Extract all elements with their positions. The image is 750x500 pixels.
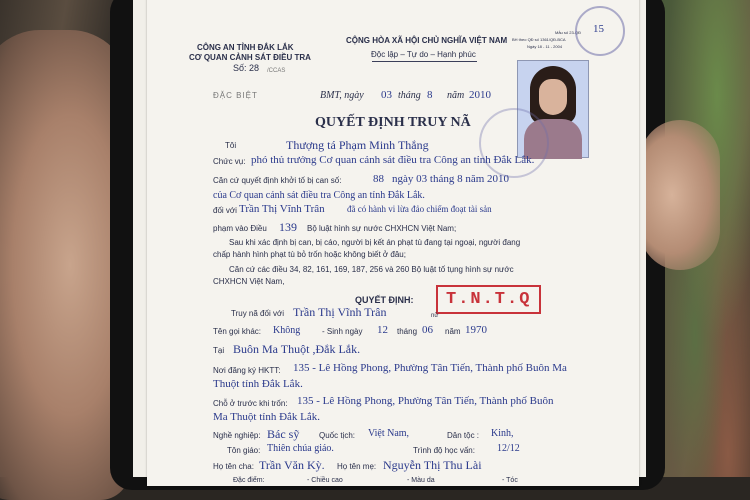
dob-month: 06 <box>422 324 433 336</box>
country-name: CỘNG HÒA XÃ HỘI CHỦ NGHĨA VIỆT NAM <box>346 36 508 45</box>
wanted-document <box>147 0 639 486</box>
motto-underline <box>372 61 477 62</box>
date-month-label: tháng <box>398 90 421 101</box>
seal-number: 15 <box>593 23 604 35</box>
former-label: Chỗ ở trước khi trốn: <box>213 399 288 408</box>
date-day: 03 <box>381 89 392 101</box>
dob-day: 12 <box>377 324 388 336</box>
residence-label: Nơi đăng ký HKTT: <box>213 366 281 375</box>
date-year: 2010 <box>469 89 491 101</box>
reason-line2: chấp hành hình phạt tù bỏ trốn hoặc không biết ở đâu; <box>213 250 406 259</box>
height-label: - Chiều cao <box>307 477 343 484</box>
doc-number: Số: 28 <box>233 63 260 73</box>
against-name: Trần Thị Vĩnh Trân <box>239 203 325 215</box>
mother-value: Nguyễn Thị Thu Lài <box>383 458 482 472</box>
officer-position: phó thủ trưởng Cơ quan cảnh sát điều tra Công an tỉnh Đắk Lắk. <box>251 154 535 166</box>
decision-heading: QUYẾT ĐỊNH: <box>355 295 414 305</box>
nationality-label: Quốc tịch: <box>319 431 356 440</box>
document-title: QUYẾT ĐỊNH TRUY NÃ <box>315 115 471 130</box>
features-label: Đặc điểm: <box>233 477 265 484</box>
education-label: Trình độ học vấn: <box>413 446 475 455</box>
secrecy-mark: ĐẶC BIỆT <box>213 91 258 100</box>
agency-line1: CÔNG AN TỈNH ĐẮK LẮK <box>197 43 294 52</box>
article-suffix: Bộ luật hình sự nước CHXHCN Việt Nam; <box>307 224 457 233</box>
tntq-stamp: T.N.T.Q <box>436 285 541 314</box>
dob-month-label: tháng <box>397 327 418 336</box>
basis-date: ngày 03 tháng 8 năm 2010 <box>392 173 510 185</box>
date-month: 8 <box>427 89 433 101</box>
thumb <box>640 120 720 270</box>
date-year-label: năm <box>447 90 465 101</box>
toi-label: Tôi <box>225 141 237 150</box>
birthplace: Buôn Ma Thuột ,Đắk Lắk. <box>233 342 361 356</box>
basis-label: Căn cứ quyết định khởi tố bị can số: <box>213 176 342 185</box>
nationality-value: Việt Nam, <box>368 428 410 439</box>
phone-screen <box>133 0 646 484</box>
former-line1: 135 - Lê Hồng Phong, Phường Tân Tiến, Thành phố Buôn <box>297 395 554 407</box>
form-code-line3: Ngày 18 - 11 - 2004 <box>527 44 563 49</box>
religion-value: Thiên chúa giáo. <box>267 443 334 454</box>
hair-label: - Tóc <box>502 477 518 484</box>
form-code-line2: BH theo QĐ số 1361/QĐ-BCA <box>512 37 566 42</box>
photo-seal <box>479 108 549 178</box>
motto: Độc lập – Tự do – Hạnh phúc <box>371 50 476 59</box>
job-value: Bác sỹ <box>267 427 300 441</box>
reason-line1: Sau khi xác định bị can, bị cáo, người bị kết án phạt tù đang tại ngoại, người đang <box>229 238 521 247</box>
dob-year-label: năm <box>445 327 461 336</box>
dob-year: 1970 <box>465 324 487 336</box>
father-value: Trần Văn Kỳ. <box>259 458 325 472</box>
alias-label: Tên gọi khác: <box>213 327 262 336</box>
position-label: Chức vụ: <box>213 157 246 166</box>
date-place: BMT, ngày <box>320 90 364 101</box>
form-code-line1: Mẫu số 23-QĐ <box>555 30 582 35</box>
dob-label: - Sinh ngày <box>322 327 363 336</box>
article-number: 139 <box>279 220 297 234</box>
alias-value: Không <box>273 325 301 336</box>
birthplace-label: Tại <box>213 346 225 355</box>
doc-number-suffix: /CCAS <box>267 68 286 74</box>
religion-label: Tôn giáo: <box>227 446 261 455</box>
former-line2: Ma Thuột tỉnh Đắk Lắk. <box>213 411 321 423</box>
law-line1: Căn cứ các điều 34, 82, 161, 169, 187, 256 và 260 Bộ luật tố tụng hình sự nước <box>229 265 514 274</box>
residence-line1: 135 - Lê Hồng Phong, Phường Tân Tiến, Thành phố Buôn Ma <box>293 362 567 374</box>
basis-agency: của Cơ quan cảnh sát điều tra Công an tỉnh Đắk Lắk. <box>213 190 425 201</box>
agency-line2: CƠ QUAN CẢNH SÁT ĐIỀU TRA <box>189 53 311 62</box>
sex-label: nữ <box>431 313 439 319</box>
mother-label: Họ tên mẹ: <box>337 462 377 471</box>
wanted-name: Trần Thị Vĩnh Trân <box>293 305 387 319</box>
ethnicity-value: Kinh, <box>491 428 514 439</box>
basis-number: 88 <box>373 173 384 185</box>
against-label: đối với <box>213 206 237 215</box>
skin-label: - Màu da <box>407 477 435 484</box>
wanted-label: Truy nã đối với <box>231 309 284 318</box>
officer-name: Thượng tá Phạm Minh Thắng <box>286 138 429 152</box>
ethnicity-label: Dân tộc : <box>447 431 480 440</box>
father-label: Họ tên cha: <box>213 462 254 471</box>
job-label: Nghề nghiệp: <box>213 431 261 440</box>
article-label: phạm vào Điều <box>213 224 267 233</box>
residence-line2: Thuột tỉnh Đắk Lắk. <box>213 378 303 390</box>
education-value: 12/12 <box>497 443 520 454</box>
law-line2: CHXHCN Việt Nam, <box>213 277 285 286</box>
crime: đã có hành vi lừa đảo chiếm đoạt tài sản <box>347 204 492 214</box>
